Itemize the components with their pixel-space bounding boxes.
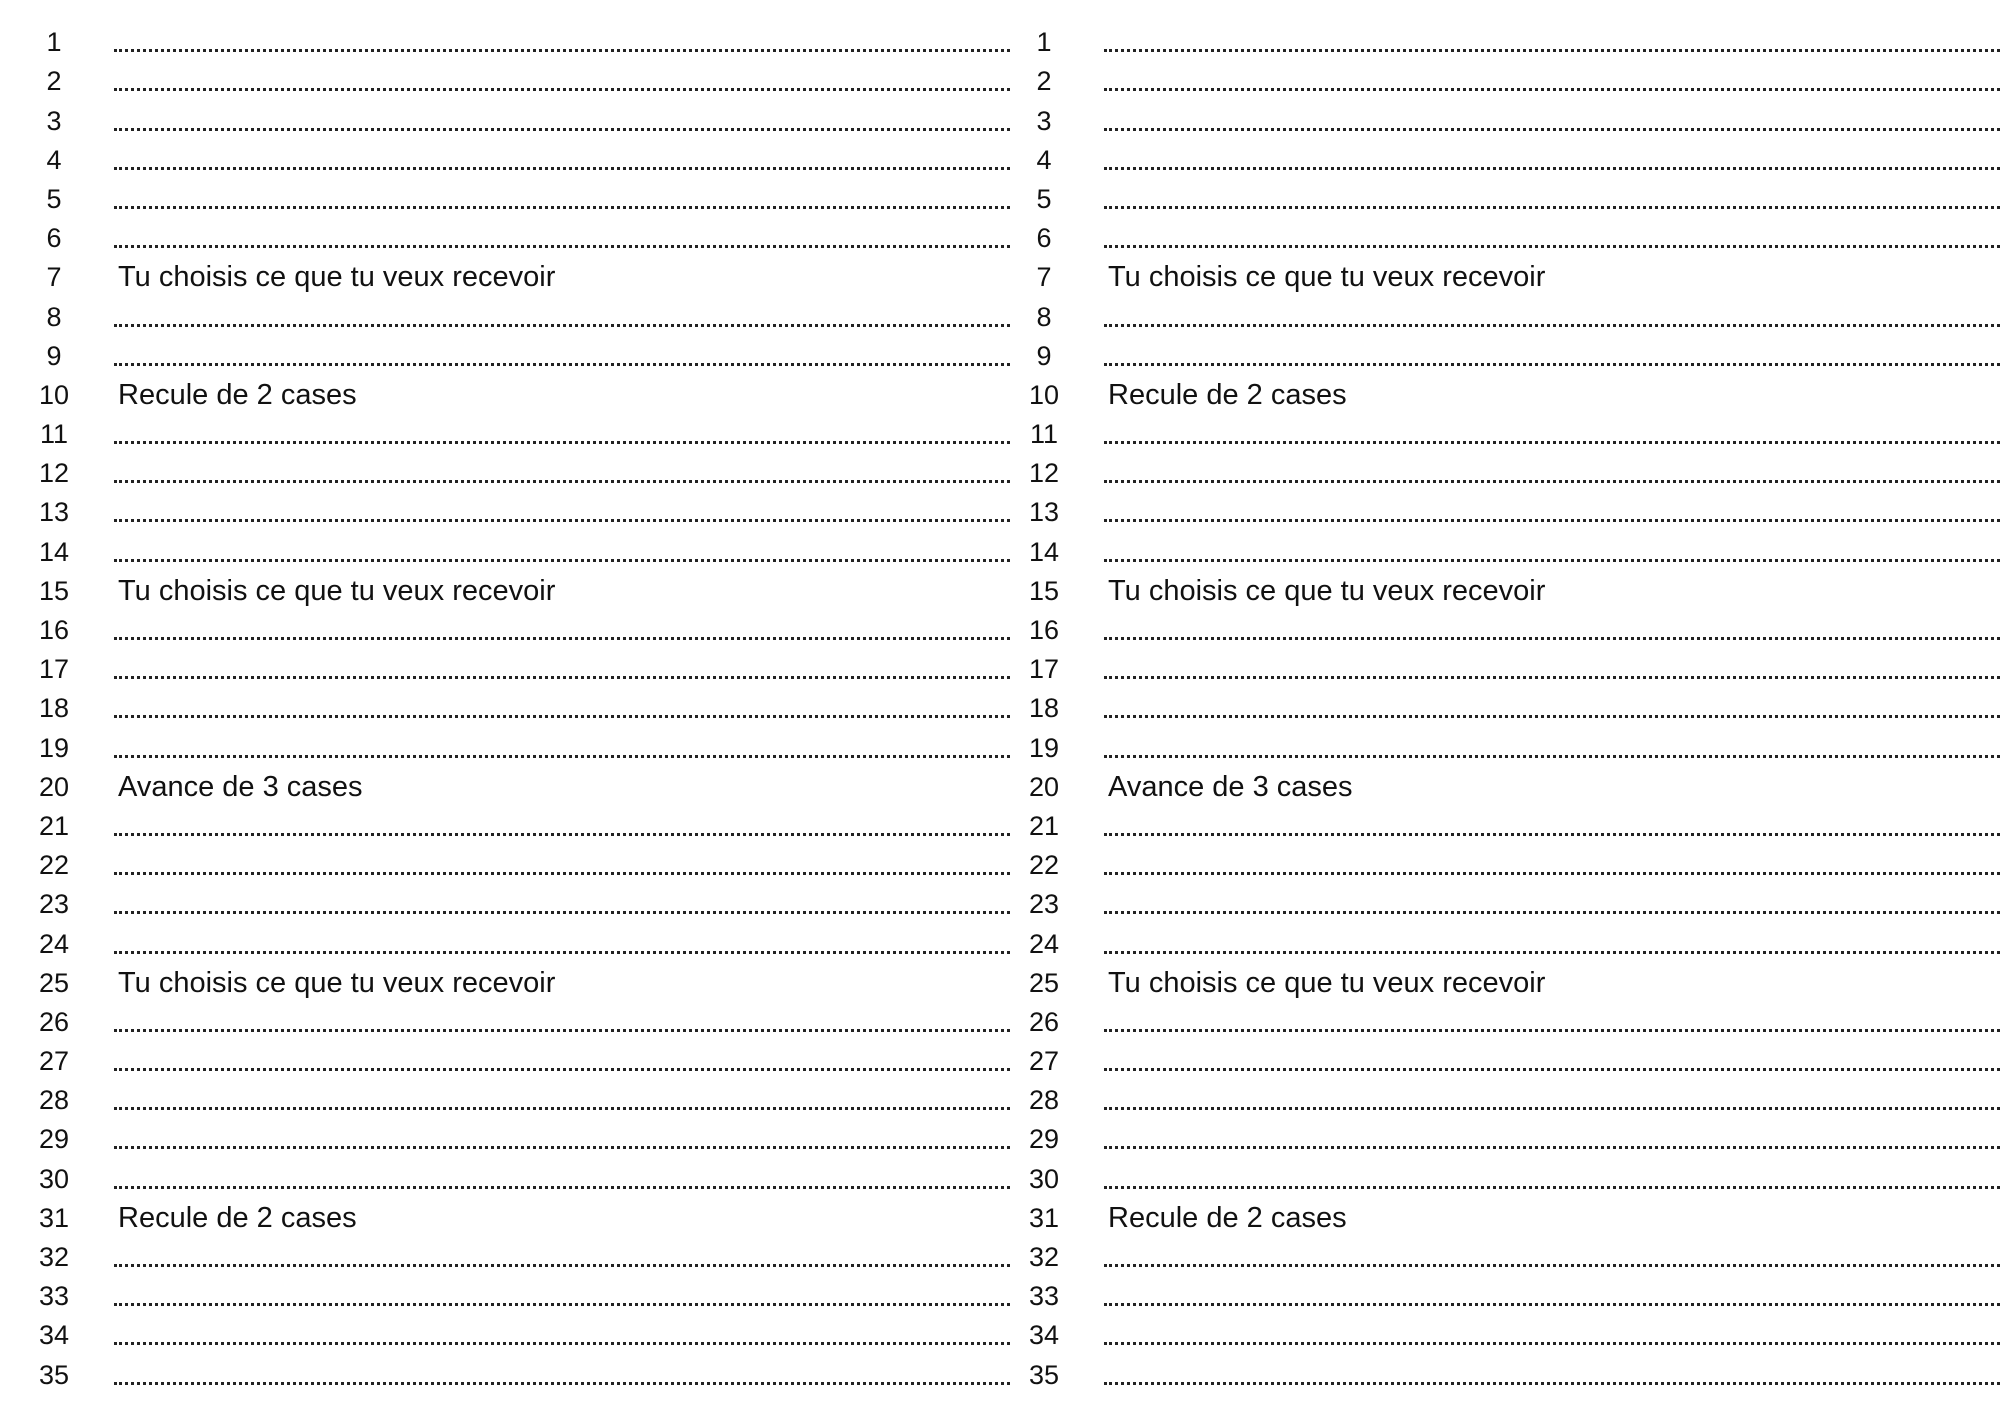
list-item — [30, 492, 1010, 531]
dotted-write-line[interactable] — [1104, 905, 2000, 914]
dotted-write-line[interactable] — [1104, 43, 2000, 52]
row-number: 5 — [1036, 183, 1052, 214]
dotted-write-line[interactable] — [114, 905, 1010, 914]
list-item — [1020, 336, 2000, 375]
list-item — [1020, 492, 2000, 531]
dotted-write-line[interactable] — [114, 1258, 1010, 1267]
row-instruction: Recule de 2 cases — [1108, 1201, 1347, 1234]
row-number: 24 — [1028, 928, 1060, 959]
list-item — [30, 1002, 1010, 1041]
dotted-write-line[interactable] — [114, 945, 1010, 954]
dotted-write-line[interactable] — [114, 239, 1010, 248]
row-instruction: Tu choisis ce que tu veux recevoir — [1108, 574, 1546, 607]
list-item — [1020, 884, 2000, 923]
list-item — [1020, 531, 2000, 570]
dotted-write-line[interactable] — [114, 1297, 1010, 1306]
list-item — [30, 923, 1010, 962]
dotted-write-line[interactable] — [1104, 670, 2000, 679]
dotted-write-line[interactable] — [114, 318, 1010, 327]
list-item — [30, 100, 1010, 139]
dotted-write-line[interactable] — [1104, 1376, 2000, 1385]
dotted-write-line[interactable] — [1104, 1023, 2000, 1032]
list-item — [1020, 1119, 2000, 1158]
dotted-write-line[interactable] — [114, 161, 1010, 170]
list-item — [1020, 414, 2000, 453]
row-instruction: Tu choisis ce que tu veux recevoir — [118, 574, 556, 607]
row-number: 3 — [1036, 105, 1052, 136]
row-number: 10 — [1028, 379, 1060, 410]
list-item — [30, 1080, 1010, 1119]
list-item — [30, 845, 1010, 884]
list-item — [30, 414, 1010, 453]
list-item — [30, 963, 1010, 1002]
dotted-write-line[interactable] — [114, 200, 1010, 209]
row-number: 15 — [1028, 575, 1060, 606]
row-number: 8 — [46, 301, 62, 332]
dotted-write-line[interactable] — [114, 827, 1010, 836]
dotted-write-line[interactable] — [114, 474, 1010, 483]
row-number: 9 — [46, 340, 62, 371]
row-number: 35 — [38, 1359, 70, 1390]
list-item — [1020, 806, 2000, 845]
row-number: 29 — [38, 1124, 70, 1155]
dotted-write-line[interactable] — [1104, 435, 2000, 444]
dotted-write-line[interactable] — [1104, 827, 2000, 836]
list-item — [30, 1198, 1010, 1237]
row-number: 32 — [38, 1242, 70, 1272]
dotted-write-line[interactable] — [1104, 1297, 2000, 1306]
list-item — [1020, 767, 2000, 806]
dotted-write-line[interactable] — [1104, 239, 2000, 248]
row-number: 18 — [38, 693, 70, 724]
dotted-write-line[interactable] — [1104, 1062, 2000, 1071]
row-number: 22 — [1028, 850, 1060, 881]
list-item — [30, 61, 1010, 100]
row-number: 26 — [1028, 1006, 1060, 1037]
row-number: 34 — [38, 1320, 70, 1351]
list-item — [1020, 61, 2000, 100]
row-number: 16 — [38, 615, 70, 645]
row-number: 19 — [1028, 732, 1060, 763]
list-item — [1020, 649, 2000, 688]
list-item — [30, 1315, 1010, 1354]
row-number: 27 — [1028, 1046, 1060, 1077]
list-item — [30, 1158, 1010, 1197]
dotted-write-line[interactable] — [1104, 1336, 2000, 1345]
list-item — [30, 806, 1010, 845]
list-item — [30, 688, 1010, 727]
dotted-write-line[interactable] — [114, 670, 1010, 679]
right-column — [1020, 22, 2000, 1394]
list-item — [30, 453, 1010, 492]
dotted-write-line[interactable] — [114, 513, 1010, 522]
dotted-write-line[interactable] — [1104, 1101, 2000, 1110]
row-number: 29 — [1028, 1124, 1060, 1155]
row-number: 12 — [1028, 458, 1060, 489]
dotted-write-line[interactable] — [114, 1376, 1010, 1385]
list-item — [1020, 1041, 2000, 1080]
row-number: 17 — [1028, 654, 1060, 685]
dotted-write-line[interactable] — [1104, 631, 2000, 640]
list-item — [30, 218, 1010, 257]
list-item — [1020, 257, 2000, 296]
dotted-write-line[interactable] — [114, 357, 1010, 366]
row-number: 30 — [38, 1163, 70, 1194]
row-number: 21 — [38, 810, 70, 841]
dotted-write-line[interactable] — [114, 435, 1010, 444]
row-number: 2 — [46, 66, 62, 97]
row-number: 14 — [38, 536, 70, 567]
list-item — [30, 1119, 1010, 1158]
dotted-write-line[interactable] — [114, 82, 1010, 91]
list-item — [30, 22, 1010, 61]
row-number: 28 — [1028, 1085, 1060, 1116]
row-number: 25 — [1028, 967, 1060, 998]
dotted-write-line[interactable] — [1104, 318, 2000, 327]
dotted-write-line[interactable] — [114, 1101, 1010, 1110]
dotted-write-line[interactable] — [1104, 749, 2000, 758]
list-item — [30, 257, 1010, 296]
list-item — [1020, 845, 2000, 884]
list-item — [30, 649, 1010, 688]
list-item — [1020, 923, 2000, 962]
list-item — [30, 1237, 1010, 1276]
list-item — [30, 610, 1010, 649]
dotted-write-line[interactable] — [1104, 513, 2000, 522]
row-number: 28 — [38, 1085, 70, 1116]
list-item — [1020, 22, 2000, 61]
row-number: 25 — [38, 967, 70, 998]
row-number: 15 — [38, 575, 70, 606]
dotted-write-line[interactable] — [1104, 709, 2000, 718]
row-instruction: Recule de 2 cases — [118, 378, 357, 411]
row-number: 30 — [1028, 1163, 1060, 1194]
list-item — [1020, 963, 2000, 1002]
row-number: 20 — [38, 771, 70, 802]
row-number: 10 — [38, 379, 70, 410]
dotted-write-line[interactable] — [1104, 82, 2000, 91]
row-number: 4 — [46, 144, 62, 175]
row-number: 19 — [38, 732, 70, 763]
row-number: 14 — [1028, 536, 1060, 567]
row-number: 7 — [1036, 262, 1052, 293]
left-column — [30, 22, 1010, 1394]
row-number: 1 — [46, 27, 62, 58]
list-item — [1020, 218, 2000, 257]
list-item — [1020, 100, 2000, 139]
list-item — [30, 140, 1010, 179]
list-item — [30, 336, 1010, 375]
row-number: 11 — [1029, 419, 1059, 450]
list-item — [1020, 727, 2000, 766]
list-item — [30, 1276, 1010, 1315]
list-item — [1020, 140, 2000, 179]
list-item — [30, 727, 1010, 766]
dotted-write-line[interactable] — [1104, 553, 2000, 562]
row-number: 4 — [1036, 144, 1052, 175]
list-item — [30, 767, 1010, 806]
row-instruction: Tu choisis ce que tu veux recevoir — [118, 966, 556, 999]
row-number: 13 — [38, 497, 70, 528]
list-item — [1020, 1237, 2000, 1276]
dotted-write-line[interactable] — [114, 553, 1010, 562]
row-number: 6 — [1036, 223, 1052, 254]
dotted-write-line[interactable] — [114, 1180, 1010, 1189]
row-number: 3 — [46, 105, 62, 136]
dotted-write-line[interactable] — [114, 631, 1010, 640]
list-item — [1020, 1158, 2000, 1197]
row-number: 18 — [1028, 693, 1060, 724]
row-number: 20 — [1028, 771, 1060, 802]
row-number: 35 — [1028, 1359, 1060, 1390]
row-number: 1 — [1036, 27, 1052, 58]
dotted-write-line[interactable] — [114, 122, 1010, 131]
row-number: 7 — [46, 262, 62, 293]
dotted-write-line[interactable] — [1104, 945, 2000, 954]
row-number: 32 — [1028, 1242, 1060, 1272]
row-number: 33 — [38, 1281, 70, 1312]
row-instruction: Recule de 2 cases — [1108, 378, 1347, 411]
dotted-write-line[interactable] — [1104, 866, 2000, 875]
list-item — [1020, 1002, 2000, 1041]
list-item — [1020, 1198, 2000, 1237]
row-number: 17 — [38, 654, 70, 685]
dotted-write-line[interactable] — [1104, 122, 2000, 131]
list-item — [1020, 1080, 2000, 1119]
dotted-write-line[interactable] — [1104, 200, 2000, 209]
list-item — [1020, 571, 2000, 610]
row-instruction: Tu choisis ce que tu veux recevoir — [1108, 966, 1546, 999]
dotted-write-line[interactable] — [114, 709, 1010, 718]
row-number: 27 — [38, 1046, 70, 1077]
list-item — [1020, 610, 2000, 649]
dotted-write-line[interactable] — [114, 866, 1010, 875]
dotted-write-line[interactable] — [1104, 1140, 2000, 1149]
list-item — [1020, 1276, 2000, 1315]
list-item — [30, 375, 1010, 414]
row-instruction: Tu choisis ce que tu veux recevoir — [118, 261, 556, 294]
dotted-write-line[interactable] — [114, 1140, 1010, 1149]
list-item — [1020, 453, 2000, 492]
row-number: 33 — [1028, 1281, 1060, 1312]
row-number: 11 — [39, 419, 69, 450]
list-item — [30, 531, 1010, 570]
dotted-write-line[interactable] — [114, 1023, 1010, 1032]
list-item — [30, 571, 1010, 610]
list-item — [1020, 179, 2000, 218]
dotted-write-line[interactable] — [1104, 357, 2000, 366]
row-number: 2 — [1036, 66, 1052, 97]
list-item — [30, 296, 1010, 335]
row-number: 8 — [1036, 301, 1052, 332]
list-item — [1020, 688, 2000, 727]
row-number: 16 — [1028, 615, 1060, 645]
list-item — [30, 1041, 1010, 1080]
row-instruction: Recule de 2 cases — [118, 1201, 357, 1234]
row-number: 34 — [1028, 1320, 1060, 1351]
row-instruction: Avance de 3 cases — [118, 770, 363, 803]
list-item — [1020, 375, 2000, 414]
row-number: 26 — [38, 1006, 70, 1037]
list-item — [1020, 1354, 2000, 1393]
row-instruction: Tu choisis ce que tu veux recevoir — [1108, 261, 1546, 294]
list-item — [30, 1354, 1010, 1393]
list-item — [1020, 296, 2000, 335]
row-number: 9 — [1036, 340, 1052, 371]
dotted-write-line[interactable] — [114, 1336, 1010, 1345]
row-number: 31 — [1028, 1202, 1060, 1233]
row-number: 6 — [46, 223, 62, 254]
row-number: 13 — [1028, 497, 1060, 528]
list-item — [1020, 1315, 2000, 1354]
list-item — [30, 179, 1010, 218]
dotted-write-line[interactable] — [1104, 474, 2000, 483]
row-number: 22 — [38, 850, 70, 881]
dotted-write-line[interactable] — [1104, 1180, 2000, 1189]
dotted-write-line[interactable] — [1104, 1258, 2000, 1267]
dotted-write-line[interactable] — [114, 749, 1010, 758]
row-number: 12 — [38, 458, 70, 489]
row-number: 23 — [1028, 889, 1060, 920]
row-number: 24 — [38, 928, 70, 959]
dotted-write-line[interactable] — [114, 1062, 1010, 1071]
row-number: 31 — [38, 1202, 70, 1233]
dotted-write-line[interactable] — [114, 43, 1010, 52]
row-instruction: Avance de 3 cases — [1108, 770, 1353, 803]
list-item — [30, 884, 1010, 923]
row-number: 21 — [1028, 810, 1060, 841]
row-number: 5 — [46, 183, 62, 214]
row-number: 23 — [38, 889, 70, 920]
dotted-write-line[interactable] — [1104, 161, 2000, 170]
